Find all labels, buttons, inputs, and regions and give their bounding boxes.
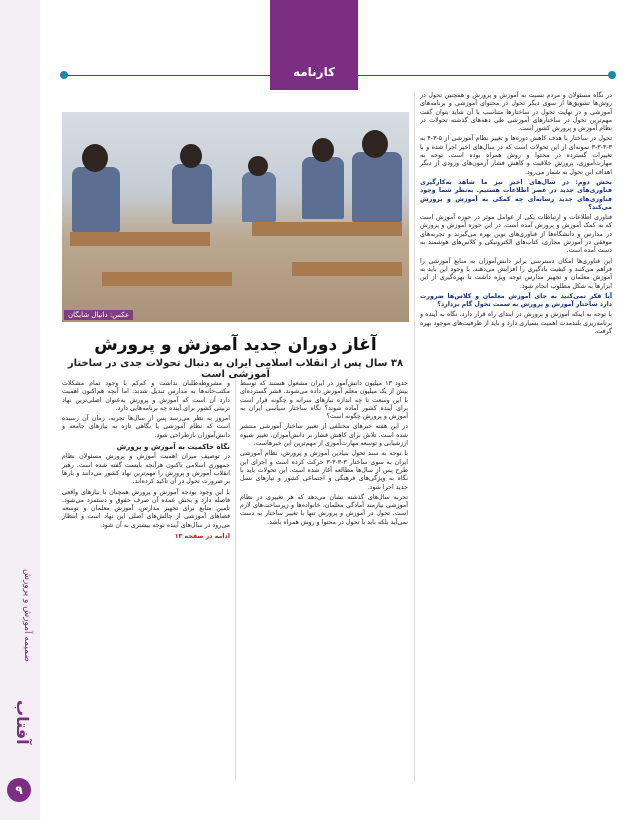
paragraph: با توجه به اینکه آموزش و پرورش در ابتدای راه قرار دارد، نگاه به آینده و برنامه‌ریزی بلندمدت اهمیت بسیاری دارد و باید از ظرفیت‌های موجود بهره گرفت. bbox=[420, 311, 612, 336]
paragraph: این فناوری‌ها امکان دسترسی برابر دانش‌آموزان به منابع آموزشی را فراهم می‌کنند و کیفیت یادگیری را افزایش می‌دهند. با وجود این باید به آموزش معلمان و تجهیز مدارس توجه ویژه داشت تا بهره‌گیری از این ابزارها به شکل مطلوب انجام شود. bbox=[420, 257, 612, 290]
article-headline: آغاز دوران جدید آموزش و پرورش bbox=[94, 335, 377, 355]
rule-dot-icon bbox=[60, 71, 68, 79]
paragraph: در توصیف میزان اهمیت آموزش و پرورش مسئولان نظام جمهوری اسلامی تاکنون هرآنچه بایست گفته شده است. رهبر انقلاب آموزش و پرورش را مهم‌ترین نهاد کشور می‌دانند و بارها بر ضرورت تحول در آن تاکید کرده‌اند. bbox=[62, 453, 230, 486]
section-tag: کارنامه bbox=[292, 65, 336, 79]
article-column-left bbox=[62, 380, 230, 780]
paragraph: در این هفته خبرهای مختلفی از تغییر ساختار آموزشی منتشر شده است. تلاش برای کاهش فشار بر دانش‌آموزان، تغییر شیوه ارزشیابی و توسعه مهارت‌آموزی از مهم‌ترین این خبرهاست. bbox=[240, 423, 408, 448]
interview-question: آیا فکر نمی‌کنید به جای آموزش معلمان و کلاس‌ها ضرورت دارد ساختار آموزش و پرورش به سمت تحول گام بردارد؟ bbox=[420, 292, 612, 309]
side-strip bbox=[0, 0, 40, 820]
rule-dot-icon bbox=[608, 71, 616, 79]
paragraph: با توجه به سند تحول بنیادین آموزش و پرورش، نظام آموزشی ایران به سوی ساختار ۳-۳-۳-۳ حرکت کرده است و اجرای این طرح پس از سال‌ها مطالعه آغاز شده است. این تحولات باید با نگاه به ویژگی‌های فرهنگی و اجتماعی کشور و نیازهای نسل جدید اجرا شود. bbox=[240, 450, 408, 491]
paragraph: حدود ۱۳ میلیون دانش‌آموز در ایران مشغول هستند که توسط بیش از یک میلیون معلم آموزش داده می‌شوند. قشر گسترده‌ای با این وسعت تا چه اندازه نیازهای سرانه و چگونه قرار است برای آینده کشور آماده شوند؟ نگاه ساختار سیاسی ایران به آموزش و پرورش چگونه است؟ bbox=[240, 380, 408, 421]
article-photo bbox=[62, 112, 409, 322]
article-column-right bbox=[420, 92, 612, 782]
paragraph: تجربه سال‌های گذشته نشان می‌دهد که هر تغییری در نظام آموزشی نیازمند آمادگی معلمان، خانواده‌ها و زیرساخت‌های لازم است. تحول در آموزش و پرورش تنها با تغییر ساختار به دست نمی‌آید بلکه باید با تحول در محتوا و روش همراه باشد. bbox=[240, 493, 408, 526]
paragraph: فناوری اطلاعات و ارتباطات یکی از عوامل موثر در حوزه آموزش است که به کمک آموزش و پرورش آمده است. در این حوزه آموزش و پرورش در مدارس و دانشگاه‌ها از فناوری‌های نوین بهره می‌گیرند و تجربه‌های موفقی در آموزش مجازی، کتاب‌های الکترونیکی و کلاس‌های هوشمند به دست آمده است. bbox=[420, 214, 612, 255]
article-subtitle: ۳۸ سال پس از انقلاب اسلامی ایران به دنبال تحولات جدی در ساختار آموزشی است bbox=[67, 358, 404, 380]
continued-link[interactable]: ادامه در صفحه ۱۳ bbox=[174, 533, 230, 541]
article-column-middle bbox=[240, 380, 408, 780]
interview-question: بخش دوم: در سال‌های اخیر نیز ما شاهد به‌کارگیری فناوری‌های جدید در عصر اطلاعات هستیم. به‌نظر شما وجود فناوری‌های جدید رسانه‌ای چه کمکی به آموزش و پرورش می‌کند؟ bbox=[420, 178, 612, 211]
paragraph: تحول در ساختار با هدف کاهش دوره‌ها و تغییر نظام آموزشی از ۵-۳-۴ به ۳-۳-۳-۳ نمونه‌ای از این تحولات است که در سال‌های اخیر اجرا شده و با تغییرات گسترده در محتوا و روش همراه بوده است. توجه به مهارت‌آموزی، پرورش خلاقیت و کاهش فشار آزمون‌های ورودی از دیگر اهداف این تحول به شمار می‌رود. bbox=[420, 135, 612, 176]
column-divider bbox=[414, 92, 415, 782]
paragraph: با این وجود بودجه آموزش و پرورش همچنان با نیازهای واقعی فاصله دارد و بخش عمده آن صرف حقوق و دستمزد می‌شود. تامین منابع برای تجهیز مدارس، آموزش معلمان و توسعه فضاهای آموزشی از چالش‌های اصلی این نهاد است و انتظار می‌رود در سال‌های آینده توجه بیشتری به آن شود. bbox=[62, 488, 230, 529]
page-number: ۹ bbox=[7, 778, 31, 802]
paragraph: و مشروطه‌طلبان نداشت و کم‌کم با وجود تمام مشکلات مکتب‌خانه‌ها به مدارس تبدیل شدند. اما آنچه هم‌اکنون اهمیت دارد آن است که آموزش و پرورش به‌عنوان اصلی‌ترین نهاد تربیتی کشور برای آینده چه برنامه‌هایی دارد. bbox=[62, 380, 230, 412]
paragraph: در نگاه مسئولان و مردم نسبت به آموزش و پرورش و همچنین تحول در روش‌ها تشویق‌ها از سوی دیگر تحول در محتوای آموزشی و برنامه‌های آموزشی و در نهایت تحول در ساختارها متناسب با آن شاید بتوان گفت مهم‌ترین تحول در ساختارهای آموزشی طی دهه‌های گذشته تحولات در نظام آموزش و پرورش کشور است. bbox=[420, 92, 612, 133]
magazine-name: ضمیمه آموزش و پرورش bbox=[22, 568, 32, 662]
paragraph: امروز به نظر می‌رسد پس از سال‌ها تجربه، زمان آن رسیده است که نظام آموزشی با نگاهی تازه به نیازهای جامعه و دانش‌آموزان بازطراحی شود. bbox=[62, 415, 230, 439]
section-subhead: نگاه حاکمیت به آموزش و پرورش bbox=[116, 443, 230, 452]
brand-logo: آفتاب bbox=[13, 700, 32, 745]
photo-credit: عکس: دانیال شایگان bbox=[64, 310, 133, 320]
column-divider bbox=[235, 380, 236, 780]
